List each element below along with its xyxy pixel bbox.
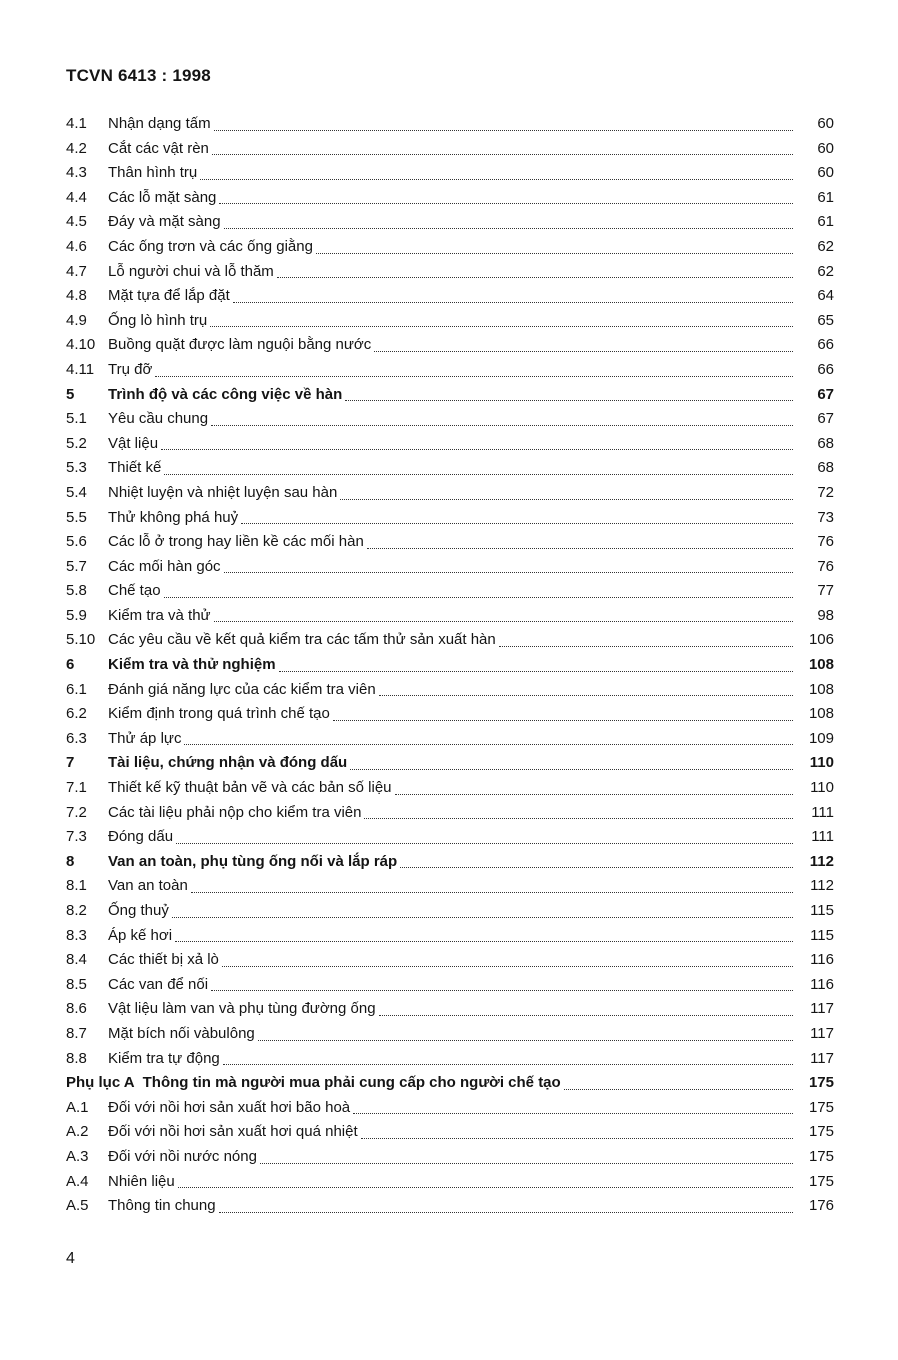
toc-entry-number: 5 [66,385,75,403]
dot-leader [367,548,793,549]
toc-entry-title: Các lỗ mặt sàng [108,188,217,206]
toc-entry [66,653,834,678]
toc-entry-page: 62 [817,237,834,255]
dot-leader [164,597,793,598]
toc-entry-page: 76 [817,557,834,575]
toc-entry-page: 76 [817,533,834,551]
toc-entry-number: 5.6 [66,533,87,551]
toc-entry-title: Đối với nồi nước nóng [108,1147,257,1165]
toc-entry-page: 108 [808,705,834,723]
dot-leader [260,1163,793,1164]
toc-entry [66,137,834,162]
toc-entry-title: Thông tin chung [108,1197,216,1215]
toc-entry-page: 72 [817,483,834,501]
toc-entry [66,801,834,826]
dot-leader [224,228,793,229]
toc-entry [66,899,834,924]
toc-entry-title: Mặt bích nối vàbulông [108,1024,255,1042]
toc-entry-number: 5.5 [66,508,87,526]
toc-entry-number: 7.3 [66,828,87,846]
toc-entry-title: Thiết kế [108,459,162,477]
toc-entry [66,235,834,260]
toc-entry-page: 175 [808,1172,834,1190]
toc-entry-page: 73 [817,508,834,526]
toc-entry-page: 61 [817,188,834,206]
dot-leader [200,179,793,180]
toc-entry-number: 8.1 [66,877,87,895]
toc-entry-number: 4.10 [66,336,96,354]
toc-entry-page: 60 [817,115,834,132]
dot-leader [345,400,793,401]
toc-entry [66,506,834,531]
toc-entry-page: 110 [809,754,834,772]
toc-entry-title: Vật liệu [108,434,159,452]
dot-leader [211,425,793,426]
toc-entry [66,628,834,653]
toc-entry [66,973,834,998]
toc-entry-title: Thân hình trụ [108,164,198,182]
toc-entry [66,678,834,703]
dot-leader [233,302,793,303]
toc-entry [66,997,834,1022]
dot-leader [379,695,793,696]
toc-entry-page: 60 [817,139,834,157]
dot-leader [184,744,793,745]
toc-entry-number: 8.8 [66,1049,87,1067]
toc-entry [66,1170,834,1195]
toc-entry-number: 4.8 [66,287,87,305]
toc-entry-title: Đóng dấu [108,828,174,846]
toc-entry [66,383,834,408]
dot-leader [316,253,793,254]
toc-entry [66,1096,834,1121]
toc-entry-title: Tài liệu, chứng nhận và đóng dấu [108,754,348,772]
toc-entry-page: 175 [808,1123,834,1141]
toc-entry-number: A.4 [66,1172,89,1190]
toc-entry-page: 106 [808,631,834,649]
dot-leader [340,499,793,500]
toc-entry [66,481,834,506]
toc-entry-number: 4.2 [66,139,87,157]
toc-entry-page: 115 [810,926,834,944]
dot-leader [176,843,793,844]
toc-entry-number: 5.3 [66,459,87,477]
toc-entry-title: Thử không phá huỷ [108,508,239,526]
toc-entry [66,751,834,776]
toc-entry-title: Kiểm tra và thử [108,606,211,624]
toc-entry-title: Thông tin mà người mua phải cung cấp cho người chế tạo [142,1074,561,1092]
dot-leader [219,1212,793,1213]
toc-entry-title: Các tài liệu phải nộp cho kiểm tra viên [108,803,362,821]
page-number: 4 [66,1250,75,1267]
toc-entry [66,186,834,211]
toc-entry-number: 8.7 [66,1024,87,1042]
toc-entry [66,1145,834,1170]
toc-entry-number: 5.2 [66,434,87,452]
toc-entry-page: 65 [817,311,834,329]
toc-entry [66,161,834,186]
toc-entry-number: 5.7 [66,557,87,575]
toc-entry-page: 64 [817,287,834,305]
dot-leader [223,1064,793,1065]
toc-entry-number: 5.9 [66,606,87,624]
toc-entry-number: 8.3 [66,926,87,944]
toc-entry-page: 112 [810,877,834,895]
toc-entry-number: A.3 [66,1147,89,1165]
dot-leader [279,671,793,672]
dot-leader [364,818,793,819]
toc-entry-title: Kiểm định trong quá trình chế tạo [108,705,330,723]
dot-leader [222,966,793,967]
toc-entry [66,284,834,309]
toc-entry [66,333,834,358]
toc-entry-title: Kiểm tra tự động [108,1049,220,1067]
dot-leader [374,351,793,352]
toc-entry-number: 7 [66,754,75,772]
toc-entry-number: 8.5 [66,975,87,993]
toc-entry-number: Phụ lục A [66,1074,135,1092]
toc-entry-page: 109 [808,729,834,747]
toc-entry-number: 4.5 [66,213,87,231]
toc-entry-page: 111 [811,828,834,846]
toc-entry [66,260,834,285]
dot-leader [277,277,793,278]
toc-entry [66,1022,834,1047]
toc-entry-page: 60 [817,164,834,182]
toc-entry-title: Đánh giá năng lực của các kiểm tra viên [108,680,376,698]
toc-entry-number: 6.3 [66,729,87,747]
toc-entry-page: 108 [808,680,834,698]
toc-entry-page: 66 [817,336,834,354]
toc-entry-page: 77 [817,582,834,600]
toc-entry-title: Buồng quặt được làm nguội bằng nước [108,336,372,354]
toc-entry [66,604,834,629]
toc-entry-number: 5.10 [66,631,96,649]
dot-leader [211,990,793,991]
toc-entry-number: A.1 [66,1098,89,1116]
toc-entry-page: 111 [811,803,834,821]
toc-entry-number: 6 [66,656,75,674]
toc-entry-page: 110 [810,779,834,797]
toc-entry [66,825,834,850]
toc-entry-title: Cắt các vật rèn [108,139,209,157]
dot-leader [379,1015,793,1016]
toc-entry-number: 4.7 [66,262,87,280]
dot-leader [400,867,793,868]
toc-entry-title: Thiết kế kỹ thuật bản vẽ và các bản số liệu [108,779,392,797]
toc-entry [66,1194,834,1219]
toc-entry [66,555,834,580]
dot-leader [164,474,793,475]
toc-entry [66,579,834,604]
toc-entry-title: Nhận dạng tấm [108,115,211,132]
toc-entry [66,1071,834,1096]
dot-leader [214,130,793,131]
toc-entry [66,727,834,752]
toc-entry-title: Kiểm tra và thử nghiệm [108,656,276,674]
dot-leader [361,1138,793,1139]
toc-entry-page: 66 [817,360,834,378]
toc-entry [66,456,834,481]
toc-entry-page: 68 [817,434,834,452]
toc-entry-number: 5.8 [66,582,87,600]
toc-entry-number: 7.1 [66,779,87,797]
toc-entry [66,850,834,875]
dot-leader [172,917,793,918]
dot-leader [353,1113,793,1114]
toc-entry-number: 4.6 [66,237,87,255]
toc-entry-page: 117 [810,1000,834,1018]
toc-entry-title: Thử áp lực [108,729,182,747]
toc-entry-title: Lỗ người chui và lỗ thăm [108,262,274,280]
toc-entry-title: Áp kế hơi [108,926,173,944]
toc-entry-page: 116 [810,975,834,993]
toc-entry-number: A.2 [66,1123,89,1141]
toc-entry [66,1120,834,1145]
dot-leader [333,720,793,721]
toc-entry-page: 117 [810,1049,834,1067]
toc-entry [66,948,834,973]
toc-entry-title: Ống thuỷ [108,902,169,919]
toc-entry [66,530,834,555]
toc-entry-title: Các mối hàn góc [108,557,221,575]
toc-entry [66,432,834,457]
toc-entry-page: 67 [817,410,834,428]
toc-entry-page: 115 [810,902,834,919]
toc-entry-number: A.5 [66,1197,89,1215]
dot-leader [395,794,794,795]
toc-entry-title: Trình độ và các công việc về hàn [108,385,343,403]
dot-leader [175,941,793,942]
toc-entry [66,702,834,727]
dot-leader [161,449,793,450]
dot-leader [212,154,793,155]
toc-entry-title: Các thiết bị xả lò [108,951,219,969]
toc-entry-number: 8.4 [66,951,87,969]
toc-entry-number: 4.9 [66,311,87,329]
toc-entry-number: 5.4 [66,483,87,501]
toc-entry-page: 175 [808,1147,834,1165]
dot-leader [499,646,793,647]
toc-entry-title: Đáy và mặt sàng [108,213,221,231]
toc-entry-number: 8.2 [66,902,87,919]
toc-entry [66,358,834,383]
toc-entry [66,112,834,137]
page-header: TCVN 6413 : 1998 [66,66,211,85]
toc-entry-page: 61 [817,213,834,231]
toc-entry-title: Đối với nồi hơi sản xuất hơi quá nhiệt [108,1123,358,1141]
dot-leader [564,1089,793,1090]
toc-entry [66,210,834,235]
dot-leader [214,621,793,622]
toc-entry-page: 112 [809,852,834,870]
toc-entry-number: 8.6 [66,1000,87,1018]
toc-entry-number: 4.1 [66,115,87,132]
dot-leader [258,1040,793,1041]
toc-entry-number: 8 [66,852,75,870]
toc-entry [66,407,834,432]
dot-leader [219,203,793,204]
toc-entry-number: 4.3 [66,164,87,182]
toc-entry [66,924,834,949]
toc-entry-number: 4.11 [66,360,95,378]
dot-leader [210,326,793,327]
toc-entry-title: Các ống trơn và các ống giằng [108,237,313,255]
toc-entry-page: 117 [810,1024,834,1042]
toc-entry-title: Đối với nồi hơi sản xuất hơi bão hoà [108,1098,351,1116]
toc-entry-title: Nhiên liệu [108,1172,175,1190]
toc-entry-page: 62 [817,262,834,280]
toc-entry-number: 5.1 [66,410,87,428]
toc-entry-page: 98 [817,606,834,624]
toc-entry-title: Các van để nối [108,975,209,993]
toc-entry [66,309,834,334]
toc-entry-page: 67 [817,385,834,403]
toc-entry-number: 6.2 [66,705,87,723]
toc-entry-page: 108 [808,656,834,674]
toc-entry-title: Chế tạo [108,582,161,600]
toc-entry-page: 175 [808,1074,834,1092]
toc-entry-number: 4.4 [66,188,87,206]
dot-leader [191,892,793,893]
table-of-contents [66,112,834,1219]
dot-leader [224,572,793,573]
dot-leader [241,523,793,524]
toc-entry-title: Các lỗ ở trong hay liền kề các mối hàn [108,533,364,551]
toc-entry-title: Ống lò hình trụ [108,311,208,329]
dot-leader [155,376,793,377]
toc-entry-number: 6.1 [66,680,87,698]
toc-entry-title: Nhiệt luyện và nhiệt luyện sau hàn [108,483,338,501]
dot-leader [178,1187,793,1188]
toc-entry [66,776,834,801]
toc-entry-page: 68 [817,459,834,477]
toc-entry-title: Mặt tựa để lắp đặt [108,287,230,305]
toc-entry [66,1047,834,1072]
toc-entry-title: Trụ đỡ [108,360,153,378]
toc-entry-page: 116 [810,951,834,969]
dot-leader [350,769,793,770]
toc-entry-number: 7.2 [66,803,87,821]
toc-entry-title: Vật liệu làm van và phụ tùng đường ống [108,1000,376,1018]
toc-entry-title: Van an toàn [108,877,188,895]
toc-entry-page: 176 [808,1197,834,1215]
toc-entry-title: Yêu cầu chung [108,410,209,428]
toc-entry-title: Các yêu cầu về kết quả kiểm tra các tấm thử sản xuất hàn [108,631,496,649]
toc-entry-page: 175 [808,1098,834,1116]
toc-entry-title: Van an toàn, phụ tùng ống nối và lắp ráp [108,852,398,870]
toc-entry [66,874,834,899]
